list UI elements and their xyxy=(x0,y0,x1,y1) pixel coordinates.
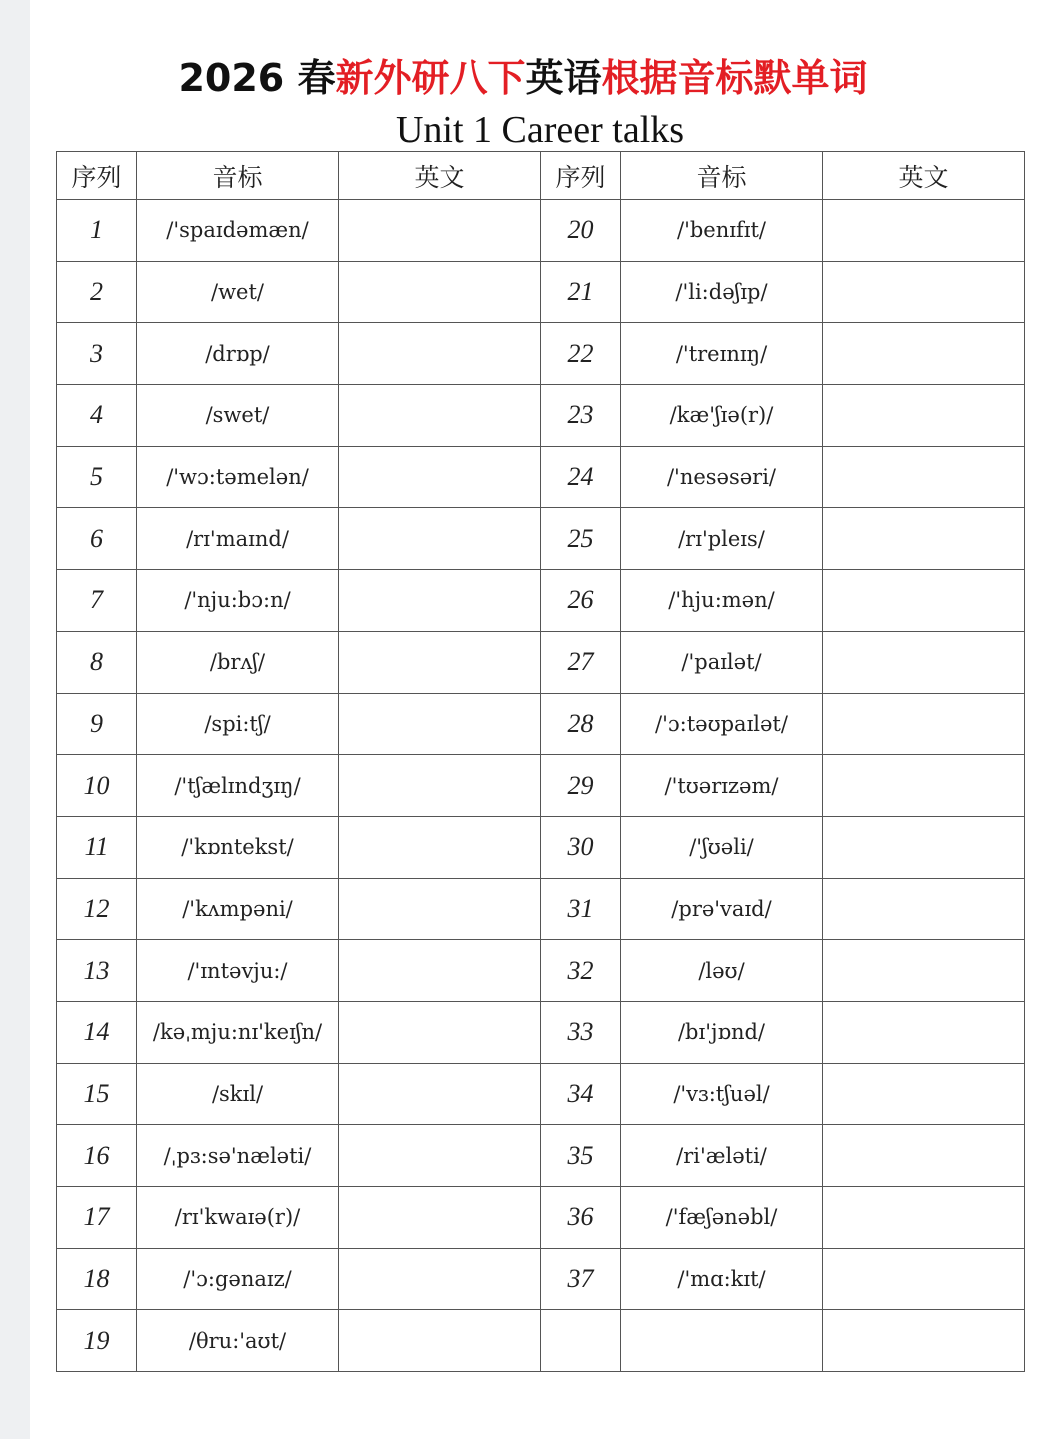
table-row xyxy=(57,1310,1025,1372)
index-cell: 15 xyxy=(57,1063,137,1125)
table-row xyxy=(57,1187,1025,1249)
worksheet-title xyxy=(0,52,1046,104)
table-row xyxy=(57,385,1025,447)
answer-cell[interactable] xyxy=(339,755,541,817)
phonetic-cell: /'fæʃənəbl/ xyxy=(621,1187,823,1249)
answer-cell[interactable] xyxy=(823,1187,1025,1249)
answer-cell[interactable] xyxy=(823,200,1025,262)
answer-cell[interactable] xyxy=(339,878,541,940)
answer-cell[interactable] xyxy=(339,1125,541,1187)
index-cell: 32 xyxy=(541,940,621,1002)
index-cell: 21 xyxy=(541,261,621,323)
table-row xyxy=(57,755,1025,817)
header-phonetic-left: 音标 xyxy=(137,152,339,200)
index-cell: 31 xyxy=(541,878,621,940)
index-cell: 6 xyxy=(57,508,137,570)
answer-cell[interactable] xyxy=(823,940,1025,1002)
answer-cell[interactable] xyxy=(339,631,541,693)
phonetic-cell: /'ɔ:gənaɪz/ xyxy=(137,1248,339,1310)
index-cell: 27 xyxy=(541,631,621,693)
table-row xyxy=(57,200,1025,262)
title-part-3: 英语 xyxy=(525,56,602,100)
index-cell: 5 xyxy=(57,446,137,508)
table-row xyxy=(57,1001,1025,1063)
answer-cell[interactable] xyxy=(339,508,541,570)
phonetic-cell: /'mɑ:kɪt/ xyxy=(621,1248,823,1310)
index-cell: 23 xyxy=(541,385,621,447)
index-cell: 13 xyxy=(57,940,137,1002)
phonetic-cell: /ləʊ/ xyxy=(621,940,823,1002)
index-cell: 12 xyxy=(57,878,137,940)
phonetic-cell: /θru:'aʊt/ xyxy=(137,1310,339,1372)
answer-cell[interactable] xyxy=(823,1125,1025,1187)
answer-cell[interactable] xyxy=(823,1248,1025,1310)
answer-cell[interactable] xyxy=(339,1248,541,1310)
index-cell: 18 xyxy=(57,1248,137,1310)
answer-cell[interactable] xyxy=(823,1063,1025,1125)
answer-cell[interactable] xyxy=(823,508,1025,570)
index-cell: 24 xyxy=(541,446,621,508)
index-cell: 36 xyxy=(541,1187,621,1249)
phonetic-cell: /'nju:bɔ:n/ xyxy=(137,570,339,632)
phonetic-cell: /'wɔ:təmelən/ xyxy=(137,446,339,508)
index-cell: 29 xyxy=(541,755,621,817)
index-cell: 8 xyxy=(57,631,137,693)
index-cell: 25 xyxy=(541,508,621,570)
answer-cell[interactable] xyxy=(339,940,541,1002)
answer-cell[interactable] xyxy=(339,693,541,755)
index-cell: 35 xyxy=(541,1125,621,1187)
answer-cell[interactable] xyxy=(339,261,541,323)
answer-cell[interactable] xyxy=(339,385,541,447)
header-phonetic-right: 音标 xyxy=(621,152,823,200)
table-row xyxy=(57,816,1025,878)
phonetic-cell: /'nesəsəri/ xyxy=(621,446,823,508)
index-cell: 11 xyxy=(57,816,137,878)
table-row xyxy=(57,693,1025,755)
table-row xyxy=(57,323,1025,385)
phonetic-cell: /brʌʃ/ xyxy=(137,631,339,693)
phonetic-cell: /'spaɪdəmæn/ xyxy=(137,200,339,262)
answer-cell[interactable] xyxy=(339,1063,541,1125)
answer-cell[interactable] xyxy=(339,1001,541,1063)
phonetic-cell: /'ɪntəvju:/ xyxy=(137,940,339,1002)
index-cell: 3 xyxy=(57,323,137,385)
answer-cell[interactable] xyxy=(823,385,1025,447)
phonetic-cell: /'ʃʊəli/ xyxy=(621,816,823,878)
answer-cell[interactable] xyxy=(339,1187,541,1249)
title-part-1: 春 xyxy=(297,56,336,100)
answer-cell[interactable] xyxy=(823,446,1025,508)
table-header-row xyxy=(57,152,1025,200)
title-part-4: 根据音标默单词 xyxy=(601,56,868,100)
answer-cell[interactable] xyxy=(823,261,1025,323)
index-cell: 30 xyxy=(541,816,621,878)
answer-cell[interactable] xyxy=(823,693,1025,755)
phonetic-cell: /'tʊərɪzəm/ xyxy=(621,755,823,817)
table-row xyxy=(57,1063,1025,1125)
index-cell: 19 xyxy=(57,1310,137,1372)
phonetic-cell: /rɪ'kwaɪə(r)/ xyxy=(137,1187,339,1249)
answer-cell[interactable] xyxy=(823,631,1025,693)
answer-cell[interactable] xyxy=(823,570,1025,632)
index-cell: 10 xyxy=(57,755,137,817)
index-cell xyxy=(541,1310,621,1372)
answer-cell[interactable] xyxy=(339,446,541,508)
header-english-right: 英文 xyxy=(823,152,1025,200)
answer-cell[interactable] xyxy=(823,1310,1025,1372)
title-part-2: 新外研八下 xyxy=(335,56,526,100)
phonetic-cell: /wet/ xyxy=(137,261,339,323)
answer-cell[interactable] xyxy=(823,816,1025,878)
phonetic-cell: /'treɪnɪŋ/ xyxy=(621,323,823,385)
phonetic-cell: /'tʃælɪndʒɪŋ/ xyxy=(137,755,339,817)
phonetic-cell: /swet/ xyxy=(137,385,339,447)
index-cell: 2 xyxy=(57,261,137,323)
answer-cell[interactable] xyxy=(339,323,541,385)
phonetic-cell: /'vɜ:tʃuəl/ xyxy=(621,1063,823,1125)
phonetic-cell: /bɪ'jɒnd/ xyxy=(621,1001,823,1063)
vocabulary-table xyxy=(56,151,1025,1372)
phonetic-cell: /'paɪlət/ xyxy=(621,631,823,693)
phonetic-cell: /prə'vaɪd/ xyxy=(621,878,823,940)
index-cell: 28 xyxy=(541,693,621,755)
index-cell: 20 xyxy=(541,200,621,262)
table-row xyxy=(57,508,1025,570)
answer-cell[interactable] xyxy=(339,1310,541,1372)
index-cell: 16 xyxy=(57,1125,137,1187)
table-row xyxy=(57,570,1025,632)
answer-cell[interactable] xyxy=(823,323,1025,385)
index-cell: 37 xyxy=(541,1248,621,1310)
phonetic-cell: /'kɒntekst/ xyxy=(137,816,339,878)
phonetic-cell: /'kʌmpəni/ xyxy=(137,878,339,940)
phonetic-cell: /'benɪfɪt/ xyxy=(621,200,823,262)
index-cell: 14 xyxy=(57,1001,137,1063)
table-row xyxy=(57,446,1025,508)
phonetic-cell: /'li:dəʃɪp/ xyxy=(621,261,823,323)
header-index-right: 序列 xyxy=(541,152,621,200)
table-row xyxy=(57,261,1025,323)
index-cell: 9 xyxy=(57,693,137,755)
table-row xyxy=(57,631,1025,693)
phonetic-cell: /ˌpɜ:sə'næləti/ xyxy=(137,1125,339,1187)
index-cell: 7 xyxy=(57,570,137,632)
phonetic-cell: /skɪl/ xyxy=(137,1063,339,1125)
phonetic-cell: /'hju:mən/ xyxy=(621,570,823,632)
phonetic-cell: /spi:tʃ/ xyxy=(137,693,339,755)
title-year: 2026 xyxy=(178,56,285,100)
index-cell: 34 xyxy=(541,1063,621,1125)
index-cell: 26 xyxy=(541,570,621,632)
index-cell: 22 xyxy=(541,323,621,385)
table-row xyxy=(57,878,1025,940)
table-row xyxy=(57,1125,1025,1187)
answer-cell[interactable] xyxy=(823,878,1025,940)
phonetic-cell: /drɒp/ xyxy=(137,323,339,385)
table-row xyxy=(57,1248,1025,1310)
header-index-left: 序列 xyxy=(57,152,137,200)
index-cell: 17 xyxy=(57,1187,137,1249)
phonetic-cell: /kæ'ʃɪə(r)/ xyxy=(621,385,823,447)
answer-cell[interactable] xyxy=(339,200,541,262)
index-cell: 1 xyxy=(57,200,137,262)
table-row xyxy=(57,940,1025,1002)
phonetic-cell: /rɪ'maɪnd/ xyxy=(137,508,339,570)
index-cell: 4 xyxy=(57,385,137,447)
answer-cell[interactable] xyxy=(339,570,541,632)
phonetic-cell: /rɪ'pleɪs/ xyxy=(621,508,823,570)
phonetic-cell: /ri'æləti/ xyxy=(621,1125,823,1187)
phonetic-cell xyxy=(621,1310,823,1372)
answer-cell[interactable] xyxy=(339,816,541,878)
answer-cell[interactable] xyxy=(823,1001,1025,1063)
header-english-left: 英文 xyxy=(339,152,541,200)
unit-subtitle: Unit 1 Career talks xyxy=(395,109,685,151)
answer-cell[interactable] xyxy=(823,755,1025,817)
phonetic-cell: /kəˌmju:nɪ'keɪʃn/ xyxy=(137,1001,339,1063)
phonetic-cell: /'ɔ:təʊpaɪlət/ xyxy=(621,693,823,755)
index-cell: 33 xyxy=(541,1001,621,1063)
